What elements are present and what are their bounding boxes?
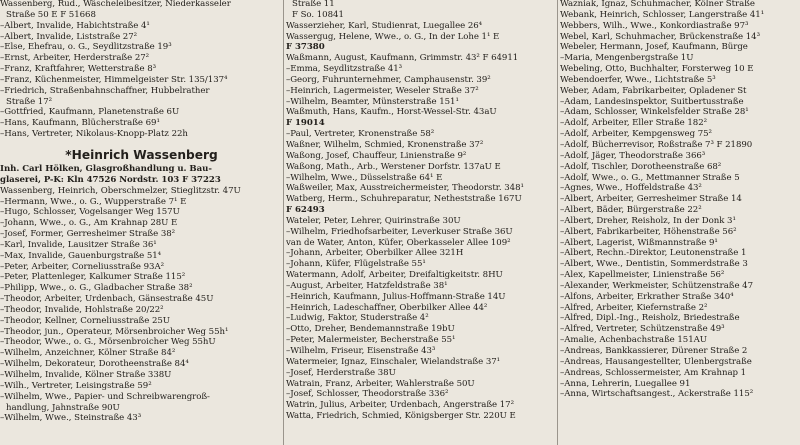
directory-entry: handlung, Jahnstraße 90U	[6, 402, 120, 413]
directory-entry: –Wilhelm, Friedhofsarbeiter, Leverkuser Straße 36U	[286, 226, 513, 237]
directory-entry: Watberg, Herm., Schuhreparatur, Netheststraße 167U	[286, 194, 522, 205]
directory-entry: –Adolf, Wwe., o. G., Mettmanner Straße 5	[560, 172, 740, 183]
directory-entry: –Albert, Invalide, Liststraße 27²	[0, 31, 138, 42]
directory-entry: –Josef, Former, Gerresheimer Straße 38²	[0, 229, 176, 240]
directory-entry: –Friedrich, Straßenbahnschaffner, Hubbelrather	[0, 85, 210, 96]
directory-entry: Straße 17²	[6, 96, 53, 107]
column-divider	[557, 0, 558, 445]
directory-entry: –Alfred, Dipl.-Ing., Reisholz, Briedestraße	[560, 313, 740, 324]
directory-entry: F 19014	[286, 118, 325, 129]
directory-entry: –Albert, Rechn.-Direktor, Leutonenstraße 1	[560, 248, 747, 259]
directory-entry: Webeler, Hermann, Josef, Kaufmann, Bürge	[560, 42, 748, 53]
directory-entry: –Adolf, Arbeiter, Eller Straße 182²	[560, 118, 708, 129]
directory-entry: –Franz, Kraftfahrer, Wetterstraße 8³	[0, 64, 157, 75]
directory-entry: –Wilhelm, Wwe., Papier- und Schreibwarengroß-	[0, 391, 210, 402]
directory-entry: Watermann, Adolf, Arbeiter, Dreifaltigkeitstr. 8HU	[286, 270, 503, 281]
directory-entry: –Alfred, Arbeiter, Kiefernstraße 2²	[560, 302, 708, 313]
directory-entry: –Wilhelm, Invalide, Kölner Straße 338U	[0, 370, 172, 380]
directory-entry: –Ludwig, Faktor, Studerstraße 4²	[286, 313, 429, 324]
directory-entry: Wasserzieher, Karl, Studienrat, Luegallee 26⁴	[286, 20, 483, 31]
directory-entry: –Maria, Mengenbergstraße 1U	[560, 53, 694, 64]
directory-entry: –Adolf, Bücherrevisor, Roßstraße 7³ F 21890	[560, 139, 753, 150]
directory-entry: F So. 10841	[292, 9, 344, 20]
directory-entry: –Theodor, Arbeiter, Urdenbach, Gänsestraße 45U	[0, 294, 214, 305]
directory-entry: –Otto, Dreher, Bendemannstraße 19bU	[286, 324, 455, 335]
directory-entry: –Franz, Küchenmeister, Himmelgeister Str. 135/137⁴	[0, 74, 228, 85]
directory-entry: –Andreas, Hausangestellter, Ulenbergstraße	[560, 356, 752, 367]
directory-entry: glaserei, P-K: Kln 47526 Nordstr. 103 F 37223	[0, 174, 221, 185]
directory-entry: Waßmann, August, Kaufmann, Grimmstr. 43² F 64911	[286, 53, 519, 64]
directory-entry: Inh. Carl Hölken, Glasgroßhandlung u. Bau-	[0, 163, 212, 174]
directory-entry: Watrin, Julius, Arbeiter, Urdenbach, Angerstraße 17²	[286, 400, 514, 411]
advertisement-heading: *Heinrich Wassenberg	[65, 147, 218, 162]
directory-entry: –Wilh., Vertreter, Leisingstraße 59²	[0, 380, 152, 391]
directory-entry: Webeling, Otto, Buchhalter, Forsterweg 10 E	[560, 64, 754, 75]
directory-entry: –Hugo, Schlosser, Vogelsanger Weg 157U	[0, 207, 180, 218]
directory-entry: –Else, Ehefrau, o. G., Seydlitzstraße 19³	[0, 42, 172, 53]
directory-entry: –Heinrich, Lagermeister, Weseler Straße 37²	[286, 85, 479, 96]
directory-entry: –Albert, Invalide, Habichtstraße 4¹	[0, 20, 150, 31]
directory-entry: –Agnes, Wwe., Hoffeldstraße 43²	[560, 183, 702, 194]
directory-entry: –Andreas, Schlossermeister, Am Krahnap 1	[560, 367, 747, 378]
directory-entry: van de Water, Anton, Küfer, Oberkasseler Allee 109²	[286, 237, 511, 248]
directory-entry: –Hans, Kaufmann, Blücherstraße 69¹	[0, 118, 160, 129]
directory-entry: –Albert, Dreher, Reisholz, In der Donk 3¹	[560, 215, 736, 226]
directory-entry: Straße 11	[292, 0, 335, 9]
directory-entry: Webank, Heinrich, Schlosser, Langerstraße 41¹	[560, 9, 765, 20]
directory-entry: –Peter, Plattenleger, Kalkumer Straße 115²	[0, 272, 186, 283]
directory-entry: –Theodor, Kellner, Corneliusstraße 25U	[0, 315, 170, 326]
directory-entry: –Johann, Küfer, Flügelstraße 55¹	[286, 259, 426, 270]
directory-entry: Weber, Adam, Fabrikarbeiter, Opladener St	[560, 85, 747, 96]
directory-entry: Watermeier, Ignaz, Einschaler, Wielandstraße 37¹	[286, 356, 501, 367]
directory-entry: –Gottfried, Kaufmann, Planetenstraße 6U	[0, 107, 180, 118]
directory-entry: –Karl, Invalide, Lausitzer Straße 36¹	[0, 239, 157, 250]
directory-entry: Straße 50 E F 51668	[6, 9, 96, 20]
directory-entry: F 37380	[286, 42, 325, 53]
directory-entry: –Alfons, Arbeiter, Erkrather Straße 340⁴	[560, 291, 734, 302]
directory-entry: –Theodor, jun., Operateur, Mörsenbroicher Weg 55h¹	[0, 326, 229, 337]
directory-entry: Wassenberg, Rud., Wäscheleibesitzer, Niederkasseler	[0, 0, 231, 9]
directory-entry: Wateler, Peter, Lehrer, Quirinstraße 30U	[286, 215, 461, 226]
directory-entry: –Wilhelm, Wwe., Düsselstraße 64¹ E	[286, 172, 443, 183]
directory-entry: –Andreas, Bankkassierer, Dürener Straße 2	[560, 346, 748, 356]
directory-entry: –Albert, Bäder, Bürgerstraße 22²	[560, 205, 702, 216]
directory-entry: –Ernst, Arbeiter, Herderstraße 27²	[0, 53, 150, 64]
directory-entry: Watrain, Franz, Arbeiter, Wahlerstraße 50U	[286, 378, 475, 389]
directory-entry: –Albert, Fabrikarbeiter, Höhenstraße 56²	[560, 226, 737, 237]
directory-entry: Waßong, Josef, Chauffeur, Linienstraße 9²	[286, 150, 467, 161]
directory-entry: –Johann, Arbeiter, Oberbilker Allee 321H	[286, 248, 464, 259]
directory-entry: –Max, Invalide, Gauenburgstraße 51⁴	[0, 250, 162, 261]
directory-entry: –Adam, Schlosser, Winkelsfelder Straße 28¹	[560, 107, 749, 118]
directory-entry: –Heinrich, Ladeschaffner, Oberbilker Allee 44²	[286, 302, 488, 313]
directory-entry: –Emma, Seydlitzstraße 41³	[286, 64, 403, 75]
directory-column-1	[0, 0, 283, 445]
directory-entry: –Albert, Wwe., Dentistin, Sommerdstraße 3	[560, 259, 748, 270]
directory-entry: –Theodor, Wwe., o. G., Mörsenbroicher Weg 55hU	[0, 337, 216, 348]
directory-entry: –Adolf, Jäger, Theodorstraße 366³	[560, 150, 706, 161]
directory-entry: –Anna, Wirtschaftsangest., Ackerstraße 115²	[560, 389, 754, 400]
directory-entry: –Alex, Kapellmeister, Linienstraße 56²	[560, 270, 725, 281]
directory-entry: –Alfred, Vertreter, Schützenstraße 49³	[560, 324, 725, 335]
directory-entry: –Peter, Malermeister, Becherstraße 55¹	[286, 335, 456, 346]
directory-entry: –Heinrich, Kaufmann, Julius-Hoffmann-Straße 14U	[286, 291, 506, 302]
directory-entry: –Wilhelm, Friseur, Eisenstraße 43³	[286, 346, 436, 356]
directory-column-3	[560, 0, 800, 445]
directory-entry: –Josef, Schlosser, Theodorstraße 336²	[286, 389, 449, 400]
directory-entry: Webendoerfer, Wwe., Lichtstraße 5³	[560, 74, 716, 85]
directory-entry: –Anna, Lehrerin, Luegallee 91	[560, 378, 691, 389]
directory-entry: –Wilhelm, Beamter, Münsterstraße 151¹	[286, 96, 459, 107]
directory-entry: –Peter, Arbeiter, Corneliusstraße 93A²	[0, 261, 165, 272]
directory-entry: –Adolf, Tischler, Dorotheenstraße 68²	[560, 161, 722, 172]
directory-entry: Webel, Karl, Schuhmacher, Brückenstraße 14³	[560, 31, 760, 42]
directory-entry: Wazniak, Ignaz, Schuhmacher, Kölner Straße	[560, 0, 755, 9]
directory-entry: –Johann, Wwe., o. G., Am Krahnap 28U E	[0, 218, 178, 229]
column-divider	[283, 0, 284, 445]
directory-entry: Waßmuth, Hans, Kaufm., Horst-Wessel-Str. 43aU	[286, 107, 497, 118]
directory-entry: –Adolf, Arbeiter, Kempgensweg 75²	[560, 129, 712, 140]
directory-entry: –Wilhelm, Anzeichner, Kölner Straße 84²	[0, 348, 176, 359]
directory-entry: –Hans, Vertreter, Nikolaus-Knopp-Platz 22h	[0, 129, 188, 140]
directory-entry: –Alexander, Werkmeister, Schützenstraße 47	[560, 280, 754, 291]
directory-entry: –Georg, Fuhrunternehmer, Camphausenstr. 39²	[286, 74, 491, 85]
directory-entry: –August, Arbeiter, Hatzfeldstraße 38¹	[286, 280, 448, 291]
directory-entry: Waßweiler, Max, Ausstreichermeister, Theodorstr. 348¹	[286, 183, 524, 194]
directory-entry: Waßong, Math., Arb., Werstener Dorfstr. 137aU E	[286, 161, 501, 172]
directory-entry: F 62493	[286, 205, 325, 216]
directory-entry: –Albert, Lagerist, Wißmannstraße 9¹	[560, 237, 718, 248]
directory-entry: –Philipp, Wwe., o. G., Gladbacher Straße 38²	[0, 283, 193, 294]
directory-entry: –Josef, Herderstraße 38U	[286, 367, 396, 378]
directory-column-2	[286, 0, 558, 445]
directory-entry: Webbers, Wilh., Wwe., Konkordiastraße 97³	[560, 20, 749, 31]
directory-entry: Watta, Friedrich, Schmied, Königsberger Str. 220U E	[286, 411, 516, 422]
heading-spacer	[0, 140, 283, 144]
directory-entry: –Wilhelm, Dekorateur, Dorotheenstraße 84⁴	[0, 359, 189, 370]
directory-entry: –Wilhelm, Wwe., Steinstraße 43³	[0, 413, 142, 424]
directory-entry: Wassergug, Helene, Wwe., o. G., In der Lohe 1¹ E	[286, 31, 500, 42]
directory-entry: –Adam, Landesinspektor, Suitbertusstraße	[560, 96, 744, 107]
directory-entry: –Hermann, Wwe., o. G., Wupperstraße 7¹ E	[0, 196, 187, 207]
directory-entry: Waßner, Wilhelm, Schmied, Kronenstraße 37²	[286, 139, 484, 150]
directory-entry: –Albert, Arbeiter, Gerresheimer Straße 14	[560, 194, 742, 205]
directory-entry: –Paul, Vertreter, Kronenstraße 58²	[286, 129, 435, 140]
directory-entry: Wassenberg, Heinrich, Oberschmelzer, Stieglitzstr. 47U	[0, 185, 241, 196]
directory-entry: –Amalie, Achenbachstraße 151AU	[560, 335, 707, 346]
directory-entry: –Theodor, Invalide, Hohlstraße 20/22²	[0, 304, 164, 315]
